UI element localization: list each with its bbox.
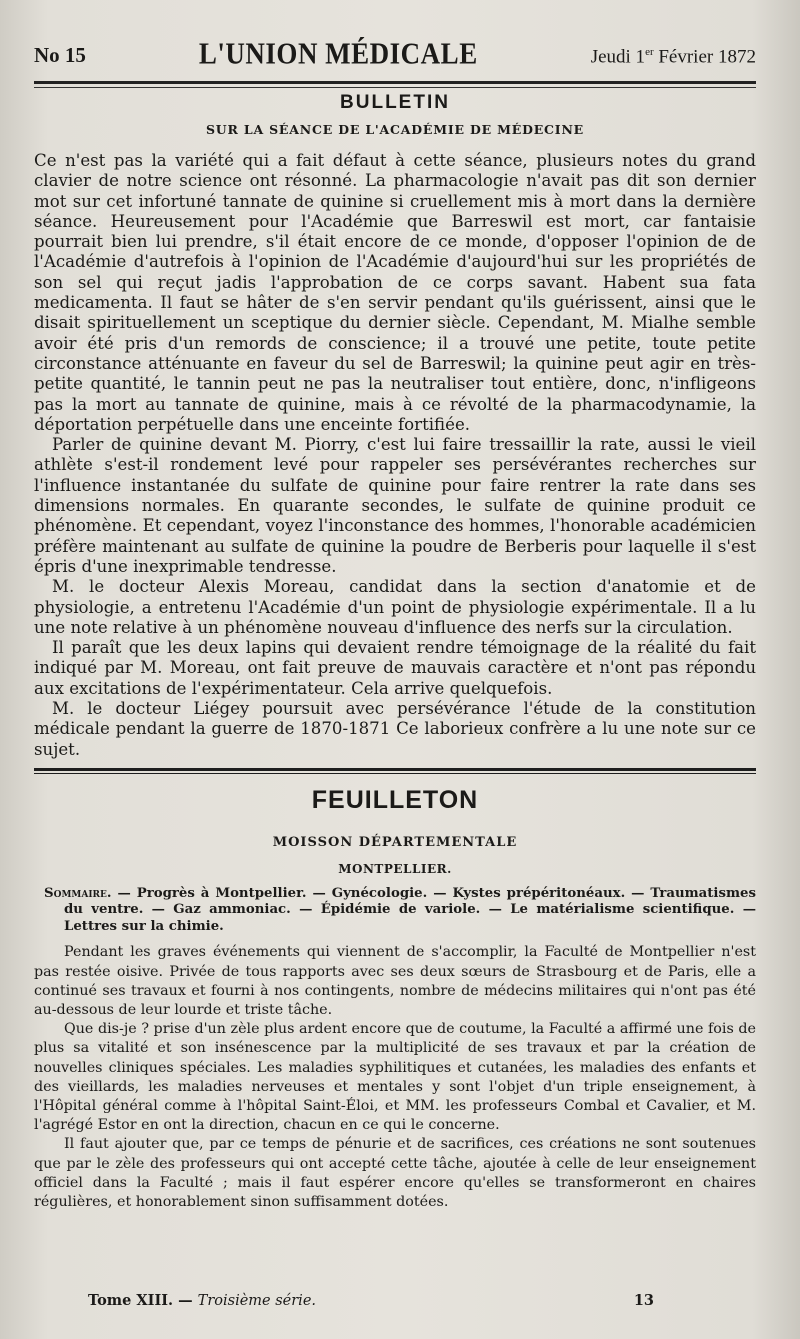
feuilleton-paragraph: Il faut ajouter que, par ce temps de pénurie et de sacrifices, ces créations ne sont soutenues que par le zèle des professeurs qui ont accepté cette tâche, ajoutée à celle de leur enseignement officiel dans la Faculté ; mais il faut espérer encore qu'elles se transformeront en chaires régulières, et honorablement sinon suffisamment dotées. — [34, 1136, 756, 1211]
feuilleton-summary — [34, 886, 756, 936]
feuilleton-paragraph: Que dis-je ? prise d'un zèle plus ardent encore que de coutume, la Faculté a affirmé une fois de plus sa vitalité et son insénescence par la multiplicité de ses travaux et par la création de nouvelles cliniques spéciales. Les maladies syphilitiques et cutanées, les maladies des enfants et des vieillards, les maladies nerveuses et mentales y sont l'objet d'un triple enseignement, à l'Hôpital général comme à l'hôpital Saint-Éloi, et MM. les professeurs Combal et Cavalier, et M. l'agrégé Estor en ont la direction, chacun en ce qui le concerne. — [34, 1021, 756, 1134]
page-footer — [88, 1292, 654, 1309]
date-suffix: Février 1872 — [653, 46, 756, 67]
bulletin-subheading: SUR LA SÉANCE DE L'ACADÉMIE DE MÉDECINE — [205, 122, 585, 137]
issue-date — [591, 46, 756, 68]
bulletin-paragraph: Il paraît que les deux lapins qui devaient rendre témoignage de la réalité du fait indiqué par M. Moreau, ont fait preuve de mauvais caractère et n'ont pas répondu aux excitations de l'expérimentateur. Cela arrive quelquefois. — [34, 638, 756, 698]
footer-tome: Tome XIII. — — [88, 1292, 198, 1309]
page-number: 13 — [633, 1292, 654, 1309]
journal-title: L'UNION MÉDICALE — [198, 35, 478, 71]
masthead-rule-thin — [34, 87, 756, 88]
bulletin-paragraph: Ce n'est pas la variété qui a fait défaut à cette séance, plusieurs notes du grand clavier de notre science ont résonné. La pharmacologie n'avait pas dit son dernier mot sur cet infortuné tannate de quinine si cruellement mis à mort dans la dernière séance. Heureusement pour l'Académie que Barreswil est mort, car fantaisie pourrait bien lui prendre, s'il était encore de ce monde, d'opposer l'opinion de de l'Académie d'autrefois à l'opinion de l'Académie d'aujourd'hui sur les propriétés de son sel qui reçut jadis l'approbation de ce corps savant. Habent sua fata medicamenta. Il faut se hâter de s'en servir pendant qu'ils guérissent, ainsi que le disait spirituellement un sceptique du dernier siècle. Cependant, M. Mialhe semble avoir été pris d'un remords de conscience; il a trouvé une petite, toute petite circonstance atténuante en faveur du sel de Barreswil; la quinine peut agir en très-petite quantité, le tannin peut ne pas la neutraliser tout entière, donc, n'infligeons pas la mort au tannate de quinine, mais à ce révolté de la pharmacodynamie, la déportation perpétuelle dans une enceinte fortifiée. — [34, 151, 756, 434]
masthead — [34, 35, 756, 71]
summary-label: Sommaire. — [44, 885, 112, 901]
bulletin-paragraph: M. le docteur Liégey poursuit avec persévérance l'étude de la constitution médicale pendant la guerre de 1870-1871 Ce laborieux confrère a lu une note sur ce sujet. — [34, 699, 756, 759]
section-divider — [34, 768, 756, 774]
bulletin-paragraph: M. le docteur Alexis Moreau, candidat dans la section d'anatomie et de physiologie, a entretenu l'Académie d'un point de physiologie expérimentale. Il a lu une note relative à un phénomène nouveau d'influence des nerfs sur la circulation. — [34, 577, 756, 637]
feuilleton-paragraph: Pendant les graves événements qui viennent de s'accomplir, la Faculté de Montpellier n'est pas restée oisive. Privée de tous rapports avec ses deux sœurs de Strasbourg et de Paris, elle a continué ses travaux et fourni à nos contingents, nombre de médecins militaires qui n'ont pas été au-dessous de leur lourde et triste tâche. — [34, 944, 756, 1019]
summary-text: — Progrès à Montpellier. — Gynécologie. — Kystes prépéritonéaux. — Traumatismes du ventre. — Gaz ammoniac. — Épidémie de variole. — Le matérialisme scientifique. — Lettres sur la chimie. — [64, 885, 756, 934]
feuilleton-body — [34, 943, 756, 1212]
feuilleton-title: MOISSON DÉPARTEMENTALE — [272, 834, 518, 850]
bulletin-heading: BULLETIN — [340, 92, 450, 113]
feuilleton-place: MONTPELLIER. — [338, 861, 452, 876]
date-prefix: Jeudi 1 — [590, 46, 646, 67]
footer-volume — [88, 1292, 316, 1309]
feuilleton-heading: FEUILLETON — [311, 785, 479, 814]
bulletin-body — [34, 151, 756, 760]
issue-number: No 15 — [34, 43, 86, 67]
footer-series: Troisième série. — [197, 1293, 317, 1309]
bulletin-paragraph: Parler de quinine devant M. Piorry, c'est lui faire tressaillir la rate, aussi le vieil athlète s'est-il rondement levé pour rappeler ses persévérantes recherches sur l'influence instantanée du sulfate de quinine pour faire rentrer la rate dans ses dimensions normales. En quarante secondes, le sulfate de quinine produit ce phénomène. Et cependant, voyez l'inconstance des hommes, l'honorable académicien préfère maintenant au sulfate de quinine la poudre de Berberis pour laquelle il s'est épris d'une inexprimable tendresse. — [34, 435, 756, 576]
date-superscript: er — [645, 45, 654, 58]
masthead-rule — [34, 81, 756, 84]
